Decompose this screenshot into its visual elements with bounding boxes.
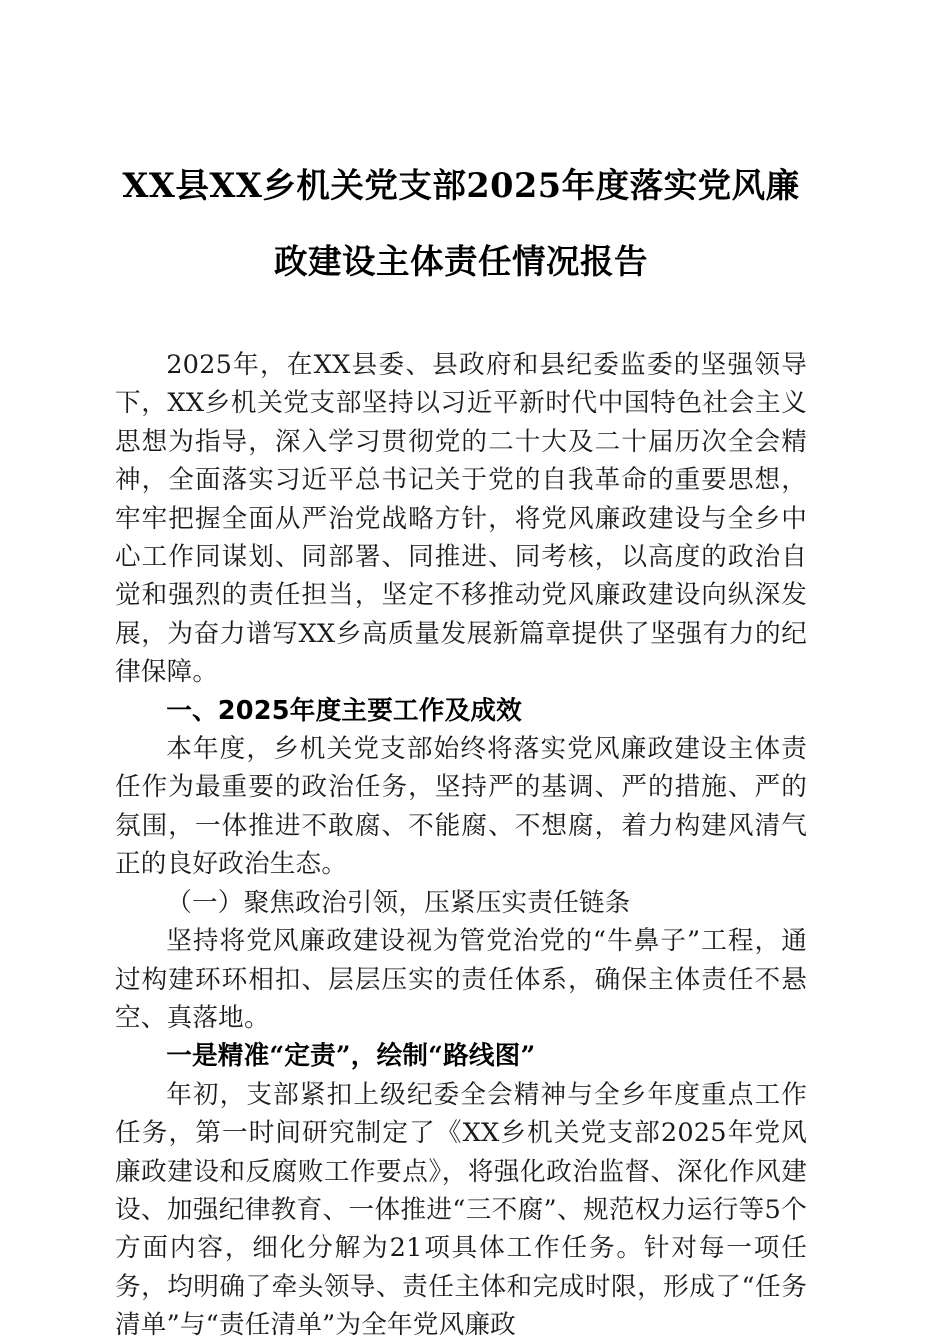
page-title: XX县XX乡机关党支部2025年度落实党风廉政建设主体责任情况报告 bbox=[122, 166, 800, 281]
body-paragraph: 本年度，乡机关党支部始终将落实党风廉政建设主体责任作为最重要的政治任务，坚持严的基调、严的措施、严的氛围，一体推进不敢腐、不能腐、不想腐，着力构建风清气正的良好政治生态。 bbox=[115, 734, 807, 880]
section-heading-level-1: 一、2025年度主要工作及成效 bbox=[166, 695, 522, 726]
body-paragraph: 坚持将党风廉政建设视为管党治党的“牛鼻子”工程，通过构建环环相扣、层层压实的责任体系，确保主体责任不悬空、真落地。 bbox=[115, 926, 807, 1033]
body-paragraph: 年初，支部紧扣上级纪委全会精神与全乡年度重点工作任务，第一时间研究制定了《XX乡机关党支部2025年党风廉政建设和反腐败工作要点》，将强化政治监督、深化作风建设、加强纪律教育、一体推进“三不腐”、规范权力运行等5个方面内容，细化分解为21项具体工作任务。针对每一项任务，均明确了牵头领导、责任主体和完成时限，形成了“任务清单”与“责任清单”为全年党风廉政 bbox=[115, 1079, 807, 1341]
document-body bbox=[115, 0, 807, 1344]
section-heading-level-3: 一是精准“定责”，绘制“路线图” bbox=[166, 1041, 536, 1072]
section-heading-level-2: （一）聚焦政治引领，压紧压实责任链条 bbox=[166, 887, 631, 918]
body-paragraph: 2025年，在XX县委、县政府和县纪委监委的坚强领导下，XX乡机关党支部坚持以习近平新时代中国特色社会主义思想为指导，深入学习贯彻党的二十大及二十届历次全会精神，全面落实习近平总书记关于党的自我革命的重要思想，牢牢把握全面从严治党战略方针，将党风廉政建设与全乡中心工作同谋划、同部署、同推进、同考核，以高度的政治自觉和强烈的责任担当，坚定不移推动党风廉政建设向纵深发展，为奋力谱写XX乡高质量发展新篇章提供了坚强有力的纪律保障。 bbox=[115, 350, 807, 688]
